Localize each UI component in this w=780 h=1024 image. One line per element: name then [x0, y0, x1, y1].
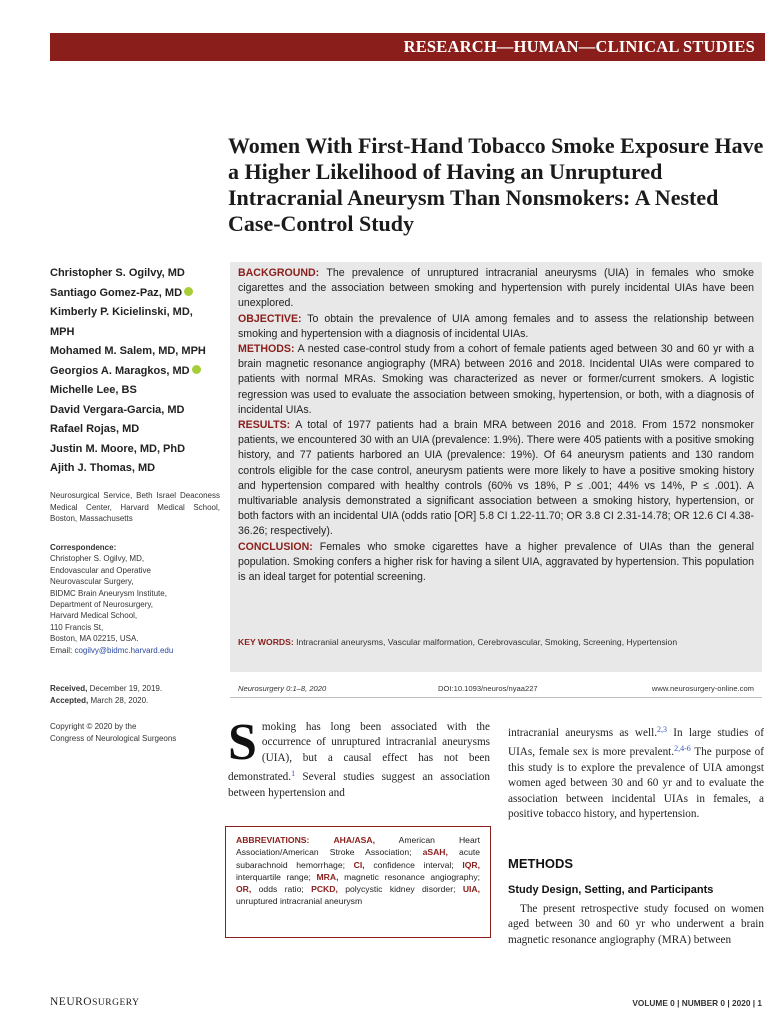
methods-paragraph: The present retrospective study focused on women aged between 30 and 60 yr who underwent a brain magnetic resonance angiography (MRA) between [508, 903, 764, 946]
body-paragraph-2: intracranial aneurysms as well.$^{2,3}$ In large studies of UIAs, female sex is more prevalent.$^{2,4-6}$ The purpose of this study is to explore the prevalence of UIA amongst women aged between 30 and 60 yr and to evaluate the association between incidental UIAs in females, a positive tobacco history, and hypertension. [508, 725, 764, 821]
abbreviations-box: ABBREVIATIONS: AHA/ASA, American Heart Association/American Stroke Association; aSAH, acute subarachnoid hemorrhage; CI, confidence interval; IQR, interquartile range; MRA, magnetic resonance angiography; OR, odds ratio; PCKD, polycystic kidney disorder; UIA, unruptured intracranial aneurysm [225, 826, 491, 938]
abstract-body [238, 266, 754, 585]
author: Rafael Rojas, MD [50, 423, 140, 435]
footer-volume-info: VOLUME 0 | NUMBER 0 | 2020 | 1 [632, 998, 762, 1008]
doi[interactable]: DOI:10.1093/neuros/nyaa227 [438, 684, 538, 693]
journal-logo: NEUROSURGERY [50, 996, 140, 1008]
journal-citation: Neurosurgery 0:1–8, 2020 [238, 684, 327, 693]
correspondence-line: Harvard Medical School, [50, 611, 138, 621]
subsection-heading: Study Design, Setting, and Participants [508, 884, 714, 896]
author: David Vergara-Garcia, MD [50, 403, 185, 416]
abstract-conclusion: CONCLUSION: Females who smoke cigarettes have a higher prevalence of UIAs than the general population. Smoking confers a higher risk for having a silent UIA, aggravated by hypertension. This population is an ideal target for potential screening. [238, 540, 754, 584]
abstract-methods: METHODS: A nested case-control study from a cohort of female patients aged between 30 and 60 yr with a brain magnetic resonance angiography (MRA) between 2016 and 2018. Incidental UIAs were compared to patients with normal MRAs. Smoking was characterized as never or former/current smokers. A logistic regression was used to evaluate the association between smoking, hypertension, or both, with a diagnosis of incidental UIAs. [238, 343, 754, 416]
author: Ajith J. Thomas, MD [50, 462, 156, 474]
journal-info-bar [230, 678, 762, 698]
article-title: Women With First-Hand Tobacco Smoke Exposure Have a Higher Likelihood of Having an Unruptured Intracranial Aneurysm Than Nonsmokers: A Nested Case-Control Study [228, 133, 764, 236]
author-list [50, 264, 220, 479]
abstract-background: BACKGROUND: The prevalence of unruptured intracranial aneurysms (UIA) in females who smoke cigarettes and the association between smoking and hypertension with purely incidental UIAs have been unexplored. [238, 267, 754, 310]
correspondence-line: Boston, MA 02215, USA. [50, 634, 139, 644]
citation-link[interactable]: 2,4-6 [674, 744, 691, 754]
correspondence [50, 542, 220, 656]
correspondence-line: Endovascular and Operative [50, 565, 151, 575]
email-link[interactable]: cogilvy@bidmc.harvard.edu [74, 645, 174, 655]
section-heading-methods: METHODS [508, 856, 573, 871]
accepted-date: Accepted, March 28, 2020. [50, 695, 149, 705]
email-label: Email: [50, 645, 73, 655]
correspondence-line: Christopher S. Ogilvy, MD, [50, 554, 145, 564]
author: Christopher S. Ogilvy, MD [50, 267, 185, 279]
correspondence-line: BIDMC Brain Aneurysm Institute, [50, 588, 167, 598]
orcid-icon[interactable] [192, 365, 201, 374]
author: Justin M. Moore, MD, PhD [50, 442, 186, 455]
section-banner [50, 33, 765, 61]
correspondence-line: Neurovascular Surgery, [50, 577, 134, 587]
citation-link[interactable]: 1 [291, 769, 296, 779]
section-banner-text: RESEARCH—HUMAN—CLINICAL STUDIES [403, 37, 755, 56]
correspondence-email-row [50, 645, 220, 656]
correspondence-line: 110 Francis St, [50, 622, 104, 632]
author: Mohamed M. Salem, MD, MPH [50, 345, 206, 357]
author: Santiago Gomez-Paz, MD [50, 284, 220, 304]
affiliation: Neurosurgical Service, Beth Israel Deaconess Medical Center, Harvard Medical School, Boston, Massachusetts [50, 491, 220, 523]
author: Georgios A. Maragkos, MD [50, 362, 220, 382]
correspondence-line: Department of Neurosurgery, [50, 600, 154, 610]
author: Kimberly P. Kicielinski, MD, MPH [50, 306, 193, 338]
keywords: KEY WORDS: Intracranial aneurysms, Vascular malformation, Cerebrovascular, Smoking, Screening, Hypertension [238, 637, 678, 647]
body-paragraph-1: Smoking has long been associated with the occurrence of unruptured intracranial aneurysms (UIA), but a causal effect has not been demonstrated.$^1$ Several studies suggest an association between hypertension and [228, 714, 490, 799]
abstract-objective: OBJECTIVE: To obtain the prevalence of UIA among females and to assess the relationship between smoking and hypertension with a diagnosis of incidental UIAs. [238, 312, 754, 340]
abstract-results: RESULTS: A total of 1977 patients had a brain MRA between 2016 and 2018. From 1572 nonsmoker patients, we encountered 30 with an UIA (prevalence: 1.9%). There were 405 patients with a positive smoking history, and 77 patients harbored an UIA (prevalence: 19%). Of 64 aneurysm patients and 130 random controls eligible for the case control, aneurysm patients were more likely to have a positive smoking history and hypertension compared with healthy controls (60% vs 18%, P ≤ .001; 44% vs 14%, P ≤ .001). A multivariable analysis demonstrated a significant association between a smoking history, hypertension, or both factors with an incidental UIA (odds ratio [OR] 5.8 CI 1.22-11.70; OR 3.8 CI 2.31-14.78; OR 12.6 CI 4.38-36.26; respectively). [238, 419, 754, 538]
article-dates [50, 683, 220, 706]
copyright: Copyright © 2020 by the Congress of Neurological Surgeons [50, 722, 177, 743]
received-date: Received, December 19, 2019. [50, 684, 163, 693]
author: Michelle Lee, BS [50, 384, 137, 396]
orcid-icon[interactable] [184, 287, 193, 296]
correspondence-heading: Correspondence: [50, 543, 117, 552]
citation-link[interactable]: 2,3 [657, 725, 667, 734]
dropcap: S [228, 714, 257, 771]
abstract-box [230, 262, 762, 672]
journal-website[interactable]: www.neurosurgery-online.com [651, 684, 754, 693]
